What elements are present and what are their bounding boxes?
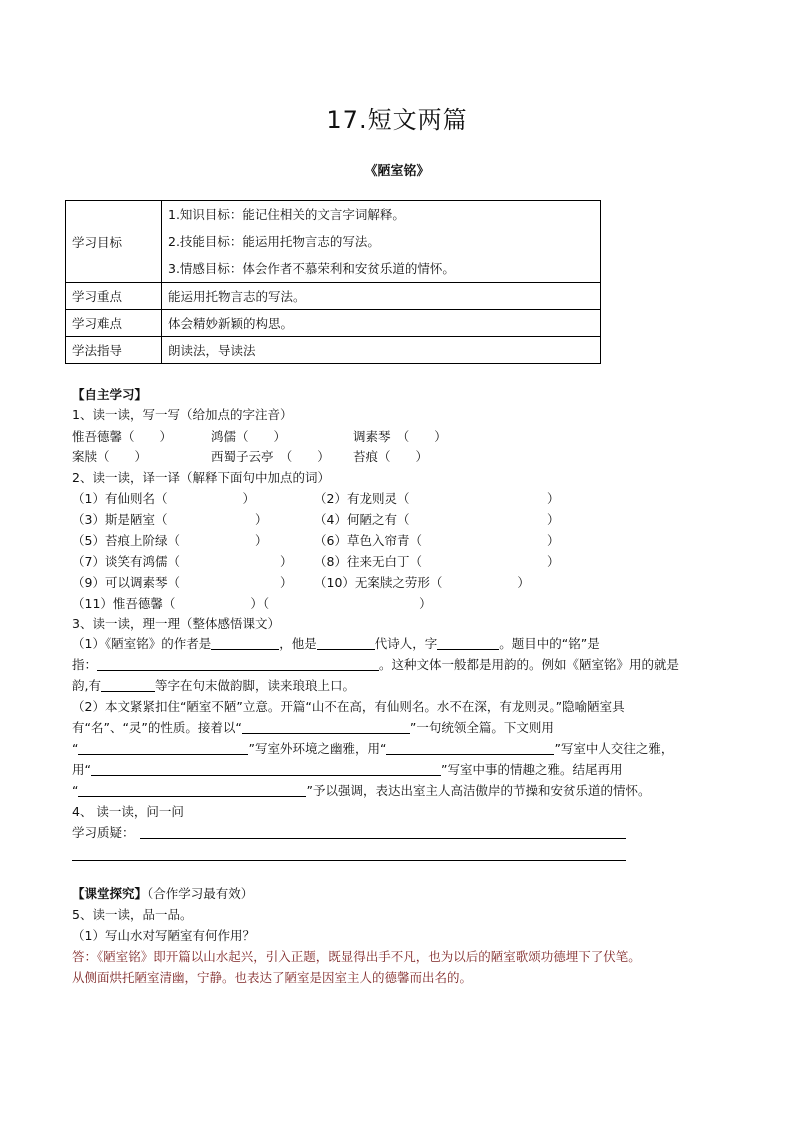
q2-item: （5）苔痕上阶绿（ ）	[72, 533, 268, 548]
section-heading-explore: 【课堂探究】（合作学习最有效）	[72, 886, 254, 901]
q2-item: （1）有仙则名（ ）	[72, 491, 255, 506]
q2-item: （8）往来无白丁（ ）	[314, 554, 560, 569]
row-label: 学法指导	[66, 337, 162, 364]
q3-p2-line4: 用“ ”写室中事的情趣之雅。结尾再用	[72, 762, 623, 777]
goals-table	[65, 200, 601, 364]
blank-ming-meaning[interactable]	[97, 656, 379, 671]
q2-item: （2）有龙则灵（ ）	[314, 491, 560, 506]
q1-item: 调素琴 （ ）	[353, 429, 447, 444]
blank-environment[interactable]	[78, 740, 248, 755]
section-heading-self-study: 【自主学习】	[72, 387, 148, 402]
q3-p1-line1: （1）《陋室铭》的作者是 ，他是 代诗人，字 。题目中的“铭”是	[72, 636, 600, 651]
goal-line: 1.知识目标：能记住相关的文言字词解释。	[168, 207, 405, 222]
blank-dynasty[interactable]	[317, 635, 375, 650]
q2-item: （6）草色入帘青（ ）	[314, 533, 560, 548]
q3-p1-line3: 韵,有 等字在句末做韵脚，读来琅琅上口。	[72, 678, 355, 693]
q5-prompt: 5、读一读，品一品。	[72, 907, 193, 922]
q1-item: 西蜀子云亭 （ ）	[211, 449, 330, 464]
q4-prompt: 4、 读一读，问一问	[72, 804, 184, 819]
answer-text: 答：《陋室铭》即开篇以山水起兴，引入正题，既显得出手不凡，也为以后的陋室歌颂功德埋下了伏笔。	[72, 949, 641, 964]
q2-item: （4）何陋之有（ ）	[314, 512, 560, 527]
table-row	[66, 283, 601, 310]
blank-companions[interactable]	[386, 740, 554, 755]
q2-item: （9）可以调素琴（ ）	[72, 575, 293, 590]
q3-p2-line2: 有“名”、“灵”的性质。接着以“ ”一句统领全篇。下文则用	[72, 720, 554, 735]
q1-item: 案牍（ ）	[72, 449, 148, 464]
goal-line: 2.技能目标：能运用托物言志的写法。	[168, 234, 380, 249]
q3-p2-line1: （2）本文紧紧扣住“陋室不陋”立意。开篇“山不在高，有仙则名。水不在深，有龙则灵。”隐喻陋室具	[72, 699, 625, 714]
subtitle: 《陋室铭》	[364, 164, 430, 179]
q1-item: 惟吾德馨（ ）	[72, 429, 173, 444]
row-content: 体会精妙新颖的构思。	[162, 310, 601, 337]
q2-item: （10）无案牍之劳形（ ）	[314, 575, 530, 590]
goal-line: 3.情感目标：体会作者不慕荣利和安贫乐道的情怀。	[168, 261, 455, 276]
q2-item: （11）惟吾德馨（ ）（ ）	[72, 596, 432, 611]
row-content: 朗读法，导读法	[162, 337, 601, 364]
blank-rhyme-words[interactable]	[101, 677, 155, 692]
row-content: 能运用托物言志的写法。	[162, 283, 601, 310]
row-content	[162, 201, 601, 283]
q2-item: （3）斯是陋室（ ）	[72, 512, 268, 527]
question-line[interactable]	[72, 860, 626, 861]
question-line[interactable]	[140, 838, 626, 839]
q2-item: （7）谈笑有鸿儒（ ）	[72, 554, 293, 569]
blank-author[interactable]	[211, 635, 279, 650]
table-row	[66, 201, 601, 283]
q1-item: 苔痕（ ）	[353, 449, 429, 464]
q1-prompt: 1、读一读，写一写（给加点的字注音）	[72, 407, 293, 422]
q3-p1-line2: 指： 。这种文体一般都是用韵的。例如《陋室铭》用的就是	[72, 657, 680, 672]
answer-text: 从侧面烘托陋室清幽，宁静。也表达了陋室是因室主人的德馨而出名的。	[72, 970, 473, 985]
row-label: 学习难点	[66, 310, 162, 337]
blank-activities[interactable]	[91, 761, 441, 776]
q4-label: 学习质疑：	[72, 825, 135, 840]
row-label: 学习重点	[66, 283, 162, 310]
q5-sub-question: （1）写山水对写陋室有何作用？	[72, 928, 255, 943]
q1-item: 鸿儒（ ）	[211, 429, 287, 444]
table-row	[66, 310, 601, 337]
q3-p2-line5: “ ”予以强调，表达出室主人高洁傲岸的节操和安贫乐道的情怀。	[72, 783, 651, 798]
q3-p2-line3: “ ”写室外环境之幽雅，用“ ”写室中人交往之雅，	[72, 741, 674, 756]
q2-prompt: 2、读一读，译一译（解释下面句中加点的词）	[72, 470, 330, 485]
page-title: 17.短文两篇	[326, 106, 468, 134]
blank-courtesy-name[interactable]	[437, 635, 499, 650]
table-row	[66, 337, 601, 364]
q3-prompt: 3、读一读，理一理（整体感悟课文）	[72, 616, 280, 631]
blank-theme-sentence[interactable]	[242, 719, 410, 734]
blank-conclusion[interactable]	[78, 782, 306, 797]
row-label: 学习目标	[66, 201, 162, 283]
